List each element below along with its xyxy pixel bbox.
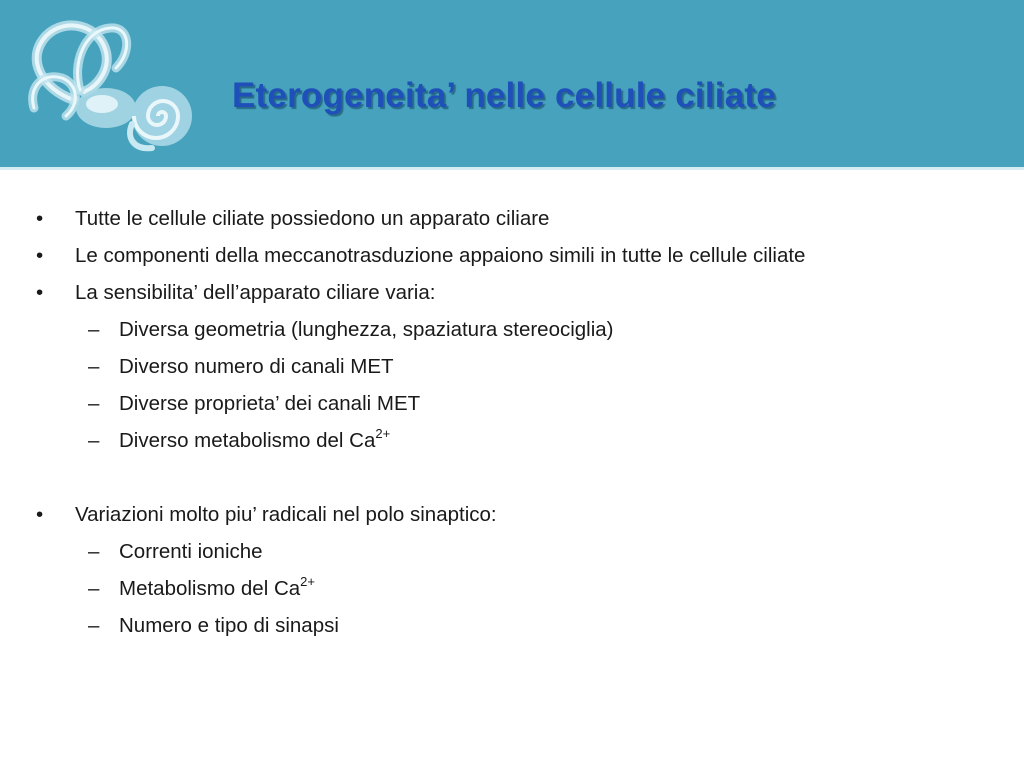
dash-marker: – — [88, 392, 100, 415]
sub-bullet-text: Diverse proprieta’ dei canali MET — [119, 392, 421, 415]
bullet-item — [0, 274, 1024, 311]
superscript-charge: 2+ — [375, 426, 391, 442]
sub-bullet-text-main: Metabolismo del Ca — [119, 577, 301, 600]
dash-marker: – — [88, 577, 100, 600]
bullet-marker: • — [36, 503, 44, 526]
slide-body — [0, 200, 1024, 644]
dash-marker: – — [88, 540, 100, 563]
sub-bullet-item — [0, 607, 1024, 644]
dash-marker: – — [88, 355, 100, 378]
superscript-charge: 2+ — [300, 574, 315, 590]
sub-bullet-text: Correnti ioniche — [119, 540, 263, 563]
sub-bullet-text — [119, 570, 315, 607]
sub-bullet-text: Diversa geometria (lunghezza, spaziatura stereociglia) — [119, 318, 614, 341]
bullet-text: Le componenti della meccanotrasduzione appaiono simili in tutte le cellule ciliate — [75, 244, 806, 267]
bullet-marker: • — [36, 207, 44, 230]
inner-ear-cochlea-icon — [14, 12, 200, 160]
dash-marker: – — [88, 429, 100, 452]
sub-bullet-item — [0, 385, 1024, 422]
sub-bullet-item — [0, 570, 1024, 607]
bullet-item — [0, 200, 1024, 237]
sub-bullet-item — [0, 348, 1024, 385]
dash-marker: – — [88, 318, 100, 341]
sub-bullet-item — [0, 533, 1024, 570]
bullet-text: Tutte le cellule ciliate possiedono un apparato ciliare — [75, 207, 550, 230]
sub-bullet-item — [0, 422, 1024, 459]
sub-bullet-item — [0, 311, 1024, 348]
sub-bullet-text: Numero e tipo di sinapsi — [119, 614, 339, 637]
bullet-marker: • — [36, 244, 44, 267]
bullet-item — [0, 237, 1024, 274]
spacer — [0, 459, 1024, 496]
header-banner — [0, 0, 1024, 167]
sub-bullet-text-main: Diverso metabolismo del Ca — [119, 429, 376, 452]
bullet-text: Variazioni molto piu’ radicali nel polo sinaptico: — [75, 503, 497, 526]
header-divider — [0, 167, 1024, 170]
slide-title: Eterogeneita’ nelle cellule ciliate — [232, 76, 776, 115]
bullet-marker: • — [36, 281, 44, 304]
dash-marker: – — [88, 614, 100, 637]
sub-bullet-text — [119, 422, 390, 459]
bullet-text: La sensibilita’ dell’apparato ciliare varia: — [75, 281, 436, 304]
bullet-item — [0, 496, 1024, 533]
sub-bullet-text: Diverso numero di canali MET — [119, 355, 394, 378]
